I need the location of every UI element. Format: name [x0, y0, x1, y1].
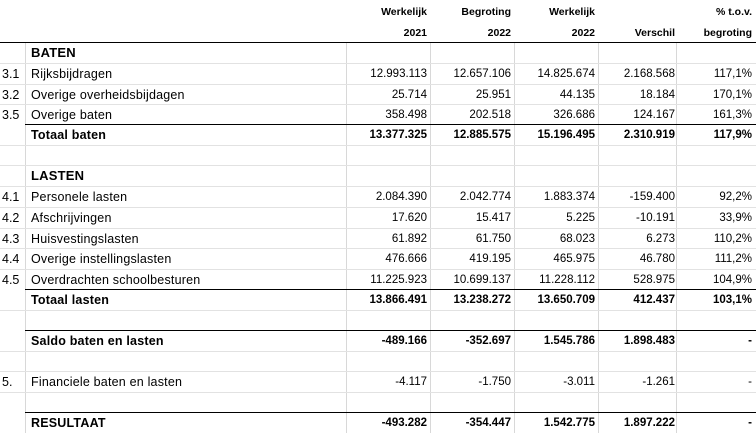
section-title-row: [0, 166, 756, 186]
total-begroting-2022: 12.885.575: [453, 129, 511, 141]
value-begroting-2022: 25.951: [475, 89, 511, 101]
total-werkelijk-2022: 15.196.495: [537, 129, 595, 141]
row-label: Financiele baten en lasten: [31, 375, 183, 389]
saldo-row: [0, 331, 756, 351]
section-title-row: [0, 43, 756, 63]
row-label: Overdrachten schoolbesturen: [31, 273, 201, 287]
header-year-2021: 2021: [403, 27, 427, 39]
total-werkelijk-2021: 13.866.491: [369, 294, 427, 306]
table-row: [0, 270, 756, 290]
header-verschil: Verschil: [634, 27, 675, 39]
row-label: Overige baten: [31, 108, 113, 122]
header-begroting-2022: Begroting: [461, 6, 511, 18]
header-row-1: [0, 2, 756, 22]
value-verschil: -1.261: [642, 376, 675, 388]
value-begroting-2022: 15.417: [475, 212, 511, 224]
table-row: [0, 187, 756, 207]
row-code: 4.5: [2, 273, 20, 287]
saldo-verschil: 1.898.483: [623, 335, 675, 347]
saldo-werkelijk-2021: -489.166: [381, 335, 427, 347]
resultaat-label: RESULTAAT: [31, 416, 106, 430]
row-label: Personele lasten: [31, 190, 128, 204]
header-begroting: begroting: [703, 27, 752, 39]
saldo-label: Saldo baten en lasten: [31, 334, 164, 348]
header-row-2: [0, 23, 756, 43]
value-pct: 170,1%: [712, 89, 752, 101]
value-werkelijk-2022: 326.686: [553, 109, 595, 121]
value-pct: 110,2%: [713, 233, 752, 245]
value-begroting-2022: 202.518: [469, 109, 511, 121]
table-row: [0, 64, 756, 84]
row-code: 3.5: [2, 108, 20, 122]
value-werkelijk-2021: 358.498: [385, 109, 427, 121]
value-werkelijk-2022: -3.011: [563, 376, 595, 388]
value-begroting-2022: -1.750: [478, 376, 511, 388]
value-pct: 117,1%: [713, 68, 752, 80]
header-pct: % t.o.v.: [716, 6, 752, 18]
value-werkelijk-2021: 17.620: [391, 212, 427, 224]
value-werkelijk-2022: 68.023: [559, 233, 595, 245]
value-pct: 92,2%: [719, 191, 752, 203]
value-pct: 111,2%: [714, 253, 752, 265]
value-verschil: -159.400: [629, 191, 675, 203]
value-verschil: 2.168.568: [623, 68, 675, 80]
value-verschil: -10.191: [635, 212, 675, 224]
header-year-2022-budget: 2022: [487, 27, 511, 39]
value-werkelijk-2022: 44.135: [559, 89, 595, 101]
value-werkelijk-2021: 2.084.390: [375, 191, 427, 203]
section-title-baten: BATEN: [31, 45, 76, 60]
total-werkelijk-2022: 13.650.709: [537, 294, 595, 306]
value-begroting-2022: 10.699.137: [453, 274, 511, 286]
row-code: 3.1: [2, 67, 20, 81]
header-werkelijk-2022: Werkelijk: [549, 6, 595, 18]
value-werkelijk-2022: 5.225: [566, 212, 595, 224]
total-pct: 117,9%: [713, 129, 752, 141]
resultaat-row: [0, 413, 756, 433]
value-verschil: 124.167: [633, 109, 675, 121]
value-begroting-2022: 61.750: [475, 233, 511, 245]
value-begroting-2022: 12.657.106: [453, 68, 511, 80]
total-row-baten: [0, 125, 756, 145]
value-werkelijk-2021: 11.225.923: [370, 274, 427, 286]
value-verschil: 46.780: [639, 253, 675, 265]
table-row: [0, 372, 756, 392]
row-code: 4.4: [2, 252, 20, 266]
value-begroting-2022: 419.195: [469, 253, 511, 265]
header-year-2022-actual: 2022: [571, 27, 595, 39]
value-werkelijk-2021: 476.666: [385, 253, 427, 265]
value-verschil: 18.184: [639, 89, 675, 101]
section-title-lasten: LASTEN: [31, 168, 85, 183]
total-verschil: 2.310.919: [623, 129, 675, 141]
value-pct: 33,9%: [719, 212, 752, 224]
total-begroting-2022: 13.238.272: [453, 294, 511, 306]
value-werkelijk-2022: 465.975: [553, 253, 595, 265]
table-row: [0, 229, 756, 249]
value-werkelijk-2021: 12.993.113: [370, 68, 427, 80]
row-label: Overige instellingslasten: [31, 252, 172, 266]
table-row: [0, 85, 756, 105]
table-row: [0, 208, 756, 228]
row-label: Overige overheidsbijdagen: [31, 88, 185, 102]
total-row-lasten: [0, 290, 756, 310]
resultaat-werkelijk-2021: -493.282: [381, 417, 427, 429]
value-werkelijk-2021: -4.117: [395, 376, 427, 388]
row-label: Rijksbijdragen: [31, 67, 113, 81]
value-pct: -: [748, 376, 752, 388]
value-verschil: 528.975: [633, 274, 675, 286]
row-label: Huisvestingslasten: [31, 232, 139, 246]
total-verschil: 412.437: [633, 294, 675, 306]
saldo-pct: -: [748, 335, 752, 347]
row-label: Afschrijvingen: [31, 211, 112, 225]
total-werkelijk-2021: 13.377.325: [369, 129, 427, 141]
value-werkelijk-2021: 61.892: [391, 233, 427, 245]
row-code: 4.1: [2, 190, 20, 204]
resultaat-verschil: 1.897.222: [623, 417, 675, 429]
table-row: [0, 105, 756, 125]
value-werkelijk-2021: 25.714: [391, 89, 427, 101]
saldo-werkelijk-2022: 1.545.786: [543, 335, 595, 347]
resultaat-pct: -: [748, 417, 752, 429]
saldo-begroting-2022: -352.697: [465, 335, 511, 347]
value-werkelijk-2022: 1.883.374: [543, 191, 595, 203]
total-pct: 103,1%: [712, 294, 752, 306]
total-label: Totaal lasten: [31, 293, 110, 307]
value-begroting-2022: 2.042.774: [459, 191, 511, 203]
value-pct: 161,3%: [712, 109, 752, 121]
resultaat-werkelijk-2022: 1.542.775: [543, 417, 595, 429]
total-label: Totaal baten: [31, 128, 107, 142]
value-werkelijk-2022: 11.228.112: [539, 274, 595, 286]
header-werkelijk-2021: Werkelijk: [381, 6, 427, 18]
value-verschil: 6.273: [646, 233, 675, 245]
row-code: 4.2: [2, 211, 20, 225]
resultaat-begroting-2022: -354.447: [465, 417, 511, 429]
table-row: [0, 249, 756, 269]
row-code: 4.3: [2, 232, 20, 246]
row-code: 5.: [2, 375, 13, 389]
value-werkelijk-2022: 14.825.674: [537, 68, 595, 80]
value-pct: 104,9%: [712, 274, 752, 286]
row-code: 3.2: [2, 88, 20, 102]
